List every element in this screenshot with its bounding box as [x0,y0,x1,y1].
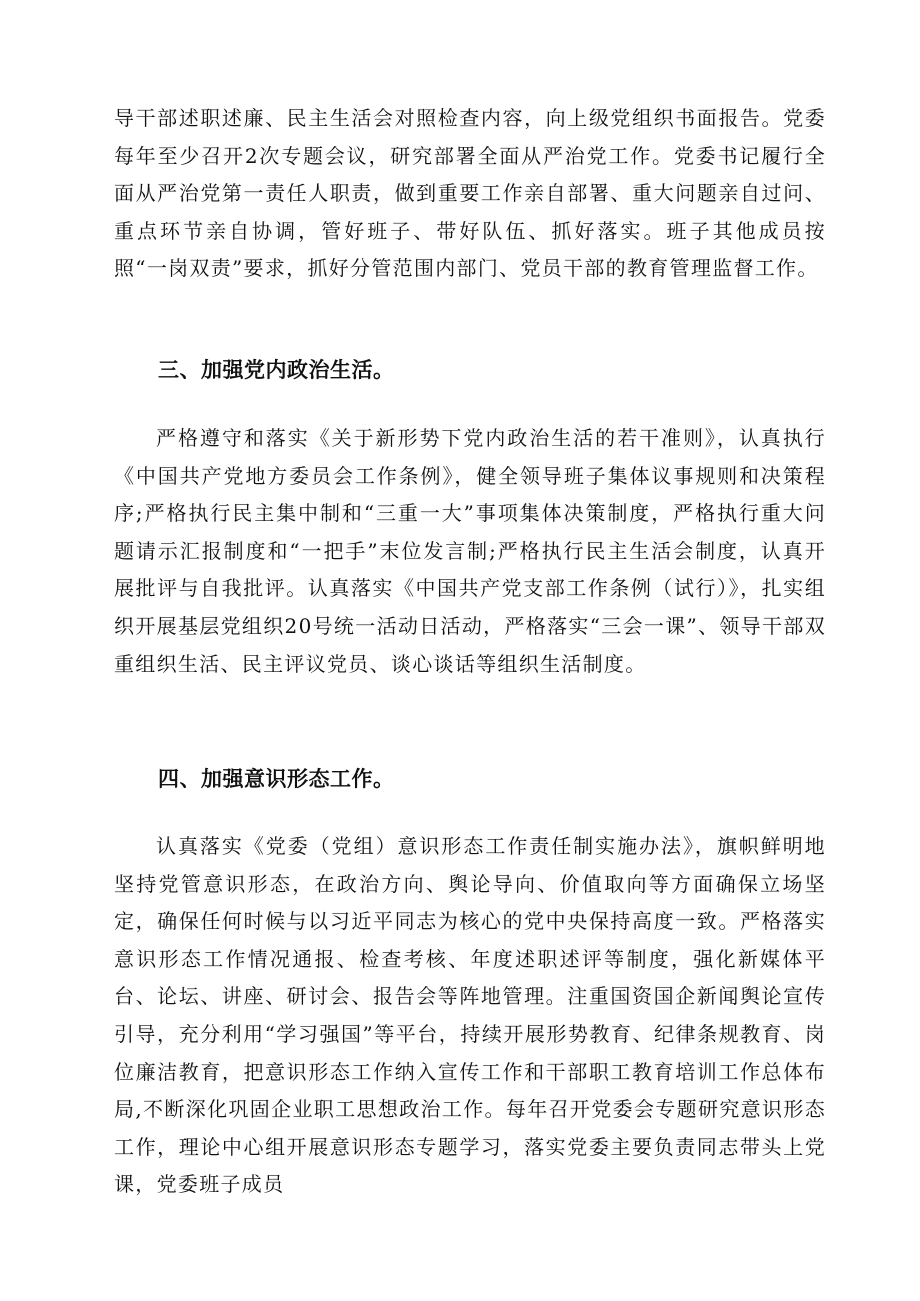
paragraph-section-4: 认真落实《党委（党组）意识形态工作责任制实施办法》，旗帜鲜明地坚持党管意识形态，在政治方向、舆论导向、价值取向等方面确保立场坚定，确保任何时候与以习近平同志为核心的党中央保持高度一致。严格落实意识形态工作情况通报、检查考核、年度述职述评等制度，强化新媒体平台、论坛、讲座、研讨会、报告会等阵地管理。注重国资国企新闻舆论宣传引导，充分利用“学习强国”等平台，持续开展形势教育、纪律条规教育、岗位廉洁教育，把意识形态工作纳入宣传工作和干部职工教育培训工作总体布局,不断深化巩固企业职工思想政治工作。每年召开党委会专题研究意识形态工作，理论中心组开展意识形态专题学习，落实党委主要负责同志带头上党课，党委班子成员 [114,834,826,1197]
paragraph-section-3: 严格遵守和落实《关于新形势下党内政治生活的若干准则》，认真执行《中国共产党地方委员会工作条例》，健全领导班子集体议事规则和决策程序;严格执行民主集中制和“三重一大”事项集体决策制度，严格执行重大问题请示汇报制度和“一把手”末位发言制;严格执行民主生活会制度，认真开展批评与自我批评。认真落实《中国共产党支部工作条例（试行）》，扎实组织开展基层党组织20号统一活动日活动，严格落实“三会一课”、领导干部双重组织生活、民主评议党员、谈心谈话等组织生活制度。 [114,426,826,676]
section-heading-4: 四、加强意识形态工作。 [158,767,395,791]
paragraph-intro: 导干部述职述廉、民主生活会对照检查内容，向上级党组织书面报告。党委每年至少召开2次专题会议，研究部署全面从严治党工作。党委书记履行全面从严治党第一责任人职责，做到重要工作亲自部署、重大问题亲自过问、重点环节亲自协调，管好班子、带好队伍、抓好落实。班子其他成员按照“一岗双责”要求，抓好分管范围内部门、党员干部的教育管理监督工作。 [114,106,826,281]
section-heading-3: 三、加强党内政治生活。 [158,358,395,382]
